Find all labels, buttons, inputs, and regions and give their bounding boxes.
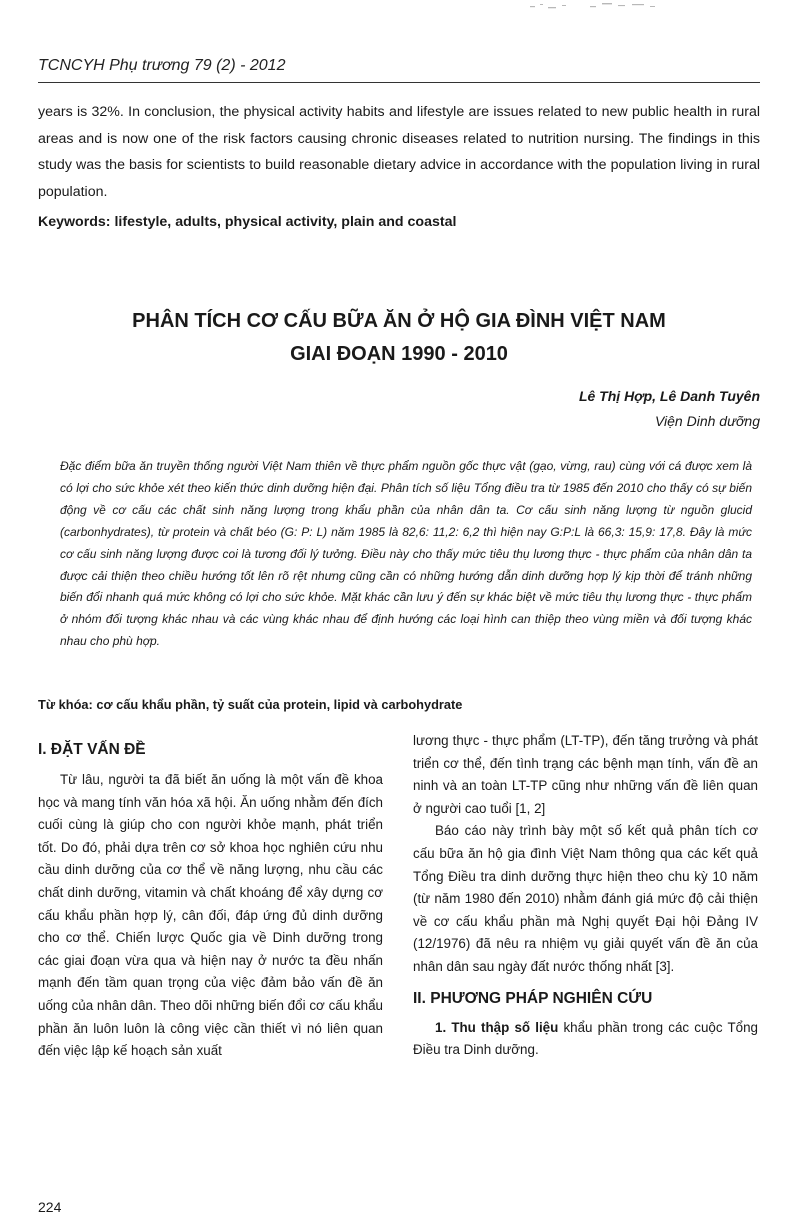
section2-sub1-text: khẩu phần trong các cuộc Tổng Điều tra Dinh dưỡng. [413, 1019, 758, 1058]
affiliation: Viện Dinh dưỡng [654, 413, 760, 429]
article-title [38, 305, 760, 371]
english-abstract-tail: years is 32%. In conclusion, the physical activity habits and lifestyle are issues related to new public health in rural areas and is now one of the risk factors causing chronic diseases related to nutrition nursing. The findings in this study was the basis for scientists to build reasonable dietary advice in accordance with the population living in rural population. [38, 104, 760, 200]
running-header: TCNCYH Phụ trương 79 (2) - 2012 [38, 57, 286, 74]
english-keywords [38, 214, 760, 230]
header-rule [38, 82, 760, 83]
vietnamese-keywords: Từ khóa: cơ cấu khẩu phần, tỷ suất của protein, lipid và carbohydrate [38, 697, 463, 712]
section1-heading: I. ĐẶT VẤN ĐỀ [38, 741, 146, 758]
section2-sub1-label: 1. Thu thập số liệu [435, 1019, 559, 1035]
section1-paragraph1-continued: lương thực - thực phẩm (LT-TP), đến tăng trưởng và phát triển cơ thể, đến tình trạng các bệnh mạn tính, vấn đề an ninh và an toàn LT-TP cũng như những vấn đề liên quan ở người cao tuổi [1, 2] [413, 733, 758, 816]
page-number: 224 [38, 1199, 62, 1215]
left-column [38, 730, 383, 1063]
right-column [413, 730, 758, 1062]
vietnamese-abstract: Đặc điểm bữa ăn truyền thống người Việt Nam thiên về thực phẩm nguồn gốc thực vật (gạo, vừng, rau) cùng với cá được xem là có lợi cho sức khỏe xét theo kiến thức dinh dưỡng hiện đại. Phân tích số liệu Tổng điều tra từ 1985 đến 2010 cho thấy có sự biến động về cơ cấu các chất sinh năng lượng trong khẩu phần của nhân dân ta. Cơ cấu sinh năng lượng từ nguồn glucid (carbonhydrates), từ protein và chất béo (G: P: L) năm 1985 là 82,6: 11,2: 6,2 thì hiện nay G:P:L là 66,3: 15,9: 17,8. Đây là mức cơ cấu sinh năng lượng được coi là tương đối lý tưởng. Điều này cho thấy mức tiêu thụ lương thực - thực phẩm của nhân dân ta được cải thiện theo chiều hướng tốt lên rõ rệt nhưng cũng cần có những hướng dẫn dinh dưỡng hợp lý kịp thời để tránh những biến đổi nhanh quá mức không có lợi cho sức khỏe. Mặt khác cần lưu ý đến sự khác biệt về mức tiêu thụ lương thực - thực phẩm ở nhóm đối tượng khác nhau và các vùng khác nhau để định hướng các loại hình can thiệp theo vùng miền và đối tượng khác nhau cho phù hợp. [60, 459, 752, 649]
english-keywords-text: lifestyle, adults, physical activity, plain and coastal [110, 214, 457, 230]
section2-sub1 [413, 1017, 758, 1062]
section1-paragraph2: Báo cáo này trình bày một số kết quả phân tích cơ cấu bữa ăn hộ gia đình Việt Nam thông qua các kết quả Tổng Điều tra dinh dưỡng thực hiện theo chu kỳ 10 năm (từ năm 1980 đến 2010) nhằm đánh giá mức độ cải thiện về cơ cấu khẩu phần mà Nghị quyết Đại hội Đảng IV (12/1976) đã nêu ra nhiệm vụ giải quyết vấn đề ăn của nhân dân sau ngày đất nước thống nhất [3]. [413, 823, 758, 974]
article-title-line1: PHÂN TÍCH CƠ CẤU BỮA ĂN Ở HỘ GIA ĐÌNH VIỆT NAM [132, 310, 666, 332]
article-title-line2: GIAI ĐOẠN 1990 - 2010 [290, 343, 508, 365]
english-keywords-label: Keywords: [38, 214, 111, 230]
authors: Lê Thị Hợp, Lê Danh Tuyên [578, 388, 760, 404]
section2-heading: II. PHƯƠNG PHÁP NGHIÊN CỨU [413, 989, 653, 1007]
section1-paragraph1: Từ lâu, người ta đã biết ăn uống là một vấn đề khoa học và mang tính văn hóa xã hội. Ăn uống nhằm đến đích cuối cùng là giúp cho con người khỏe mạnh, phát triển tốt. Do đó, phải dựa trên cơ sở khoa học nghiên cứu nhu cầu dinh dưỡng của cơ thể về năng lượng, nhu cầu các chất dinh dưỡng, vitamin và chất khoáng để xây dựng cơ cấu khẩu phần hợp lý, cân đối, đáp ứng đủ dinh dưỡng cho cơ thể. Chiến lược Quốc gia về Dinh dưỡng trong các giai đoạn vừa qua và hiện nay ở nước ta đều nhấn mạnh đến tầm quan trọng của việc đảm bảo vấn đề ăn uống của nhân dân. Theo dõi những biến đổi cơ cấu khẩu phần ăn luôn luôn là công việc cần thiết vì nó liên quan đến việc lập kế hoạch sản xuất [38, 772, 383, 1059]
scan-noise [528, 0, 678, 14]
